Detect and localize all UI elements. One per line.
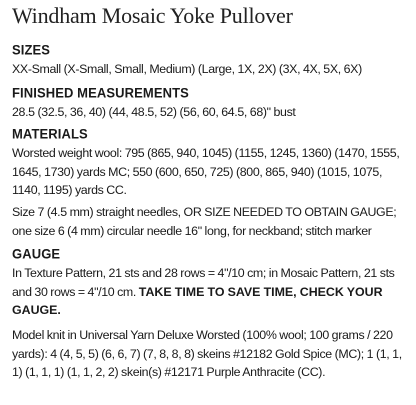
finished-measurements-text: 28.5 (32.5, 36, 40) (44, 48.5, 52) (56, 60, 64.5, 68)" bust [12, 104, 296, 119]
materials-heading: MATERIALS [12, 126, 88, 142]
pattern-title: Windham Mosaic Yoke Pullover [12, 3, 293, 28]
model-note: Model knit in Universal Yarn Deluxe Worsted (100% wool; 100 grams / 220 yards): 4 (4, 5, 5) (6, 6, 7) (7, 8, 8, 8) skeins #12182 Gold Spice (MC); 1 (1, 1, 1) (1, 1, 1) (1, 1, 2, 2) skein(s) #12171 Purple Anthracite (CC). [12, 327, 402, 380]
gauge-measure-text: In Texture Pattern, 21 sts and 28 rows = 4"/10 cm; in Mosaic Pattern, 21 sts and 30 rows = 4"/10 cm. [12, 266, 395, 299]
sizes-text: XX-Small (X-Small, Small, Medium) (Large, 1X, 2X) (3X, 4X, 5X, 6X) [12, 62, 362, 76]
materials-needles-text: Size 7 (4.5 mm) straight needles, OR SIZE NEEDED TO OBTAIN GAUGE; one size 6 (4 mm) circular needle 16" long, for neckband; stitch marker [12, 204, 397, 238]
finished-measurements-heading: FINISHED MEASUREMENTS [12, 84, 189, 101]
materials-yarn-text: Worsted weight wool: 795 (865, 940, 1045) (1155, 1245, 1360) (1470, 1555, 1645, 1730) yards MC; 550 (600, 650, 725) (800, 865, 940) (1015, 1075, 1140, 1195) yards CC. [12, 146, 400, 198]
gauge-heading: GAUGE [12, 246, 61, 262]
gauge-emphasis: TAKE TIME TO SAVE TIME, CHECK YOUR GAUGE. [12, 284, 383, 318]
gauge-text [12, 264, 406, 320]
sizes-heading: SIZES [12, 42, 51, 58]
pattern-page [0, 2, 416, 405]
